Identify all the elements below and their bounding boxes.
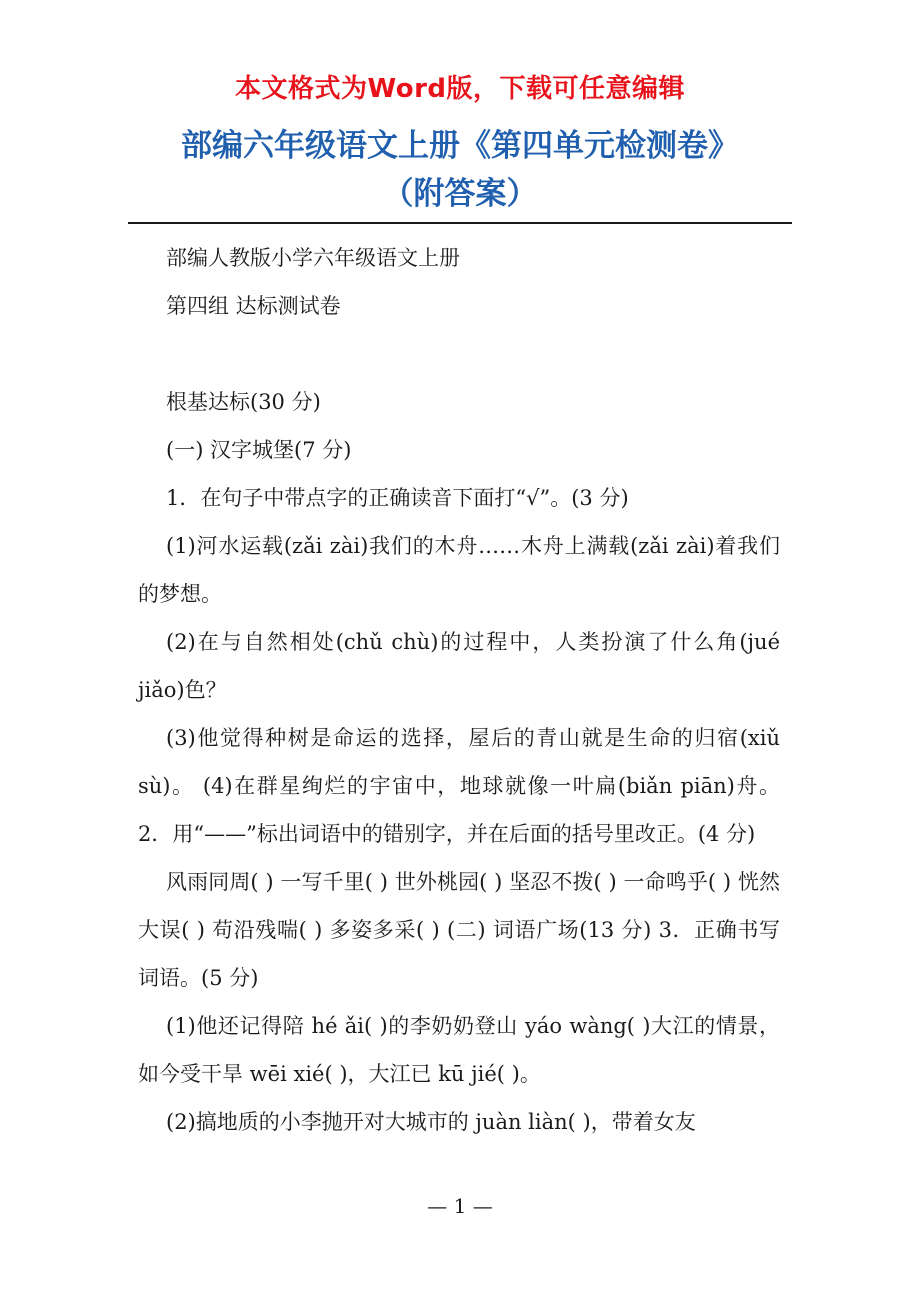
question-1-item-2: (2)在与自然相处(chǔ chù)的过程中，人类扮演了什么角(jué jiǎo)色？ xyxy=(138,630,780,702)
question-3-item-1: (1)他还记得陪 hé ǎi( )的李奶奶登山 yáo wàng( )大江的情景，如今受干旱 wēi xié( )，大江已 kū jié( )。 xyxy=(138,1014,780,1086)
title-divider xyxy=(128,222,792,224)
blank-line xyxy=(138,330,780,378)
document-title xyxy=(0,122,920,218)
title-line-2: （附答案） xyxy=(382,176,538,212)
part-heading: (一) 汉字城堡(7 分) xyxy=(166,438,352,462)
format-banner: 本文格式为Word版，下载可任意编辑 xyxy=(234,74,686,104)
question-1: 1．在句子中带点字的正确读音下面打“√”。(3 分) xyxy=(166,486,629,510)
question-3-item-2: (2)搞地质的小李抛开对大城市的 juàn liàn( )，带着女友 xyxy=(166,1110,696,1134)
section-heading: 根基达标(30 分) xyxy=(166,390,321,414)
title-line-1: 部编六年级语文上册《第四单元检测卷》 xyxy=(181,128,739,164)
question-2-words: 风雨同周( ) 一写千里( ) 世外桃园( ) 坚忍不拨( ) 一命鸣乎( ) 恍然大误( ) 苟沿残喘( ) 多姿多采( ) (二) 词语广场(13 分) 3．正确书写词语。(5 分) xyxy=(138,870,780,990)
subtitle-test: 第四组 达标测试卷 xyxy=(166,294,341,318)
document-body xyxy=(138,234,780,1146)
subtitle-textbook: 部编人教版小学六年级语文上册 xyxy=(166,246,460,270)
question-1-item-1: (1)河水运载(zǎi zài)我们的木舟……木舟上满载(zǎi zài)着我们的梦想。 xyxy=(138,534,780,606)
question-1-item-3: (3)他觉得种树是命运的选择，屋后的青山就是生命的归宿(xiǔ sù)。 (4)在群星绚烂的宇宙中，地球就像一叶扁(biǎn piān)舟。 2．用“——”标出词语中的错别字，并在后面的括号里改正。(4 分) xyxy=(138,726,780,846)
page-number: — 1 — xyxy=(427,1194,493,1218)
